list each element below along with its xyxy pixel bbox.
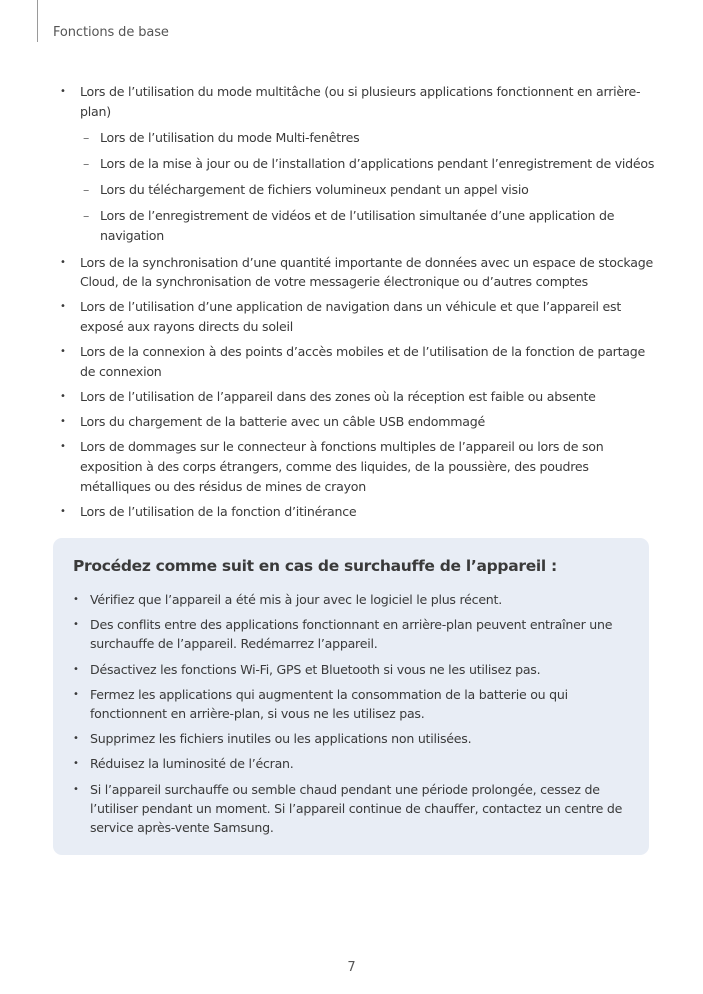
bullet-icon: • [60, 86, 66, 97]
tip-item-text: Réduisez la luminosité de l’écran. [90, 756, 294, 772]
list-item-text: Lors de la connexion à des points d’accès mobiles et de l’utilisation de la fonction de partage de connexion [80, 344, 646, 380]
dash-icon: – [83, 129, 90, 145]
bullet-icon: • [73, 688, 79, 700]
list-item-text: Lors de dommages sur le connecteur à fonctions multiples de l’appareil ou lors de son exposition à des corps étrangers, comme des liquides, de la poussière, des poudres métalliques ou des résidus de mines de crayon [80, 439, 604, 495]
header-divider [37, 0, 38, 42]
bullet-icon: • [73, 663, 79, 675]
list-item [58, 82, 658, 246]
bullet-icon: • [60, 346, 66, 358]
list-item [58, 502, 658, 522]
tips-box-title: Procédez comme suit en cas de surchauffe de l’appareil : [73, 557, 557, 575]
tips-list [73, 590, 633, 843]
list-item-text: Lors de la synchronisation d’une quantité importante de données avec un espace de stockage Cloud, de la synchronisation de votre messagerie électronique ou d’autres comptes [80, 254, 653, 290]
tip-item-text: Des conflits entre des applications fonctionnant en arrière-plan peuvent entraîner une surchauffe de l’appareil. Redémarrez l’appareil. [90, 617, 613, 652]
bullet-icon: • [73, 619, 79, 631]
list-item [58, 342, 658, 382]
list-item-text: Lors de l’utilisation d’une application de navigation dans un véhicule et que l’appareil est exposé aux rayons directs du soleil [80, 299, 622, 335]
section-title: Fonctions de base [53, 25, 169, 40]
tip-item-text: Désactivez les fonctions Wi-Fi, GPS et Bluetooth si vous ne les utilisez pas. [90, 661, 541, 677]
page-number: 7 [347, 960, 356, 975]
sub-list-item [80, 206, 658, 246]
list-item [58, 412, 658, 432]
sub-list-item [80, 180, 658, 200]
tip-item [73, 590, 633, 609]
sub-list [80, 128, 658, 246]
tip-item [73, 660, 633, 679]
list-item-text: Lors de l’utilisation de la fonction d’itinérance [80, 504, 357, 520]
tip-item [73, 685, 633, 723]
sub-list-item-text: Lors de l’enregistrement de vidéos et de l’utilisation simultanée d’une application de navigation [100, 208, 615, 244]
tip-item-text: Supprimez les fichiers inutiles ou les applications non utilisées. [90, 731, 472, 747]
bullet-icon: • [60, 441, 66, 453]
overheating-tips-box [53, 538, 649, 855]
overheating-causes-list [58, 82, 658, 522]
sub-list-item-text: Lors du téléchargement de fichiers volumineux pendant un appel visio [100, 182, 529, 198]
list-item-text: Lors de l’utilisation du mode multitâche (ou si plusieurs applications fonctionnent en arrière-plan) [80, 84, 641, 119]
list-item [58, 297, 658, 337]
tip-item [73, 754, 633, 773]
list-item [58, 437, 658, 496]
list-item [58, 387, 658, 407]
list-item [58, 253, 658, 293]
sub-list-item-text: Lors de la mise à jour ou de l’installation d’applications pendant l’enregistrement de vidéos [100, 155, 655, 171]
sub-list-item [80, 128, 658, 148]
bullet-icon: • [60, 391, 66, 403]
sub-list-item-text: Lors de l’utilisation du mode Multi-fenêtres [100, 129, 360, 145]
bullet-icon: • [60, 506, 66, 518]
tip-item [73, 729, 633, 748]
dash-icon: – [83, 182, 90, 198]
tip-item [73, 780, 633, 838]
bullet-icon: • [73, 783, 79, 795]
tip-item-text: Fermez les applications qui augmentent la consommation de la batterie ou qui fonctionnent en arrière-plan, si vous ne les utilisez pas. [90, 686, 568, 722]
sub-list-item [80, 154, 658, 174]
bullet-icon: • [73, 594, 79, 605]
list-item-text: Lors du chargement de la batterie avec un câble USB endommagé [80, 414, 485, 430]
tip-item [73, 615, 633, 653]
bullet-icon: • [73, 758, 79, 770]
bullet-icon: • [60, 256, 66, 268]
bullet-icon: • [60, 301, 66, 313]
tip-item-text: Si l’appareil surchauffe ou semble chaud pendant une période prolongée, cessez de l’utiliser pendant un moment. Si l’appareil continue de chauffer, contactez un centre de service après-vente Samsung. [90, 781, 623, 836]
tip-item-text: Vérifiez que l’appareil a été mis à jour avec le logiciel le plus récent. [90, 592, 502, 607]
bullet-icon: • [60, 416, 66, 428]
dash-icon: – [83, 155, 90, 171]
bullet-icon: • [73, 733, 79, 745]
list-item-text: Lors de l’utilisation de l’appareil dans des zones où la réception est faible ou absente [80, 389, 596, 405]
main-content [58, 82, 658, 527]
dash-icon: – [83, 208, 90, 224]
